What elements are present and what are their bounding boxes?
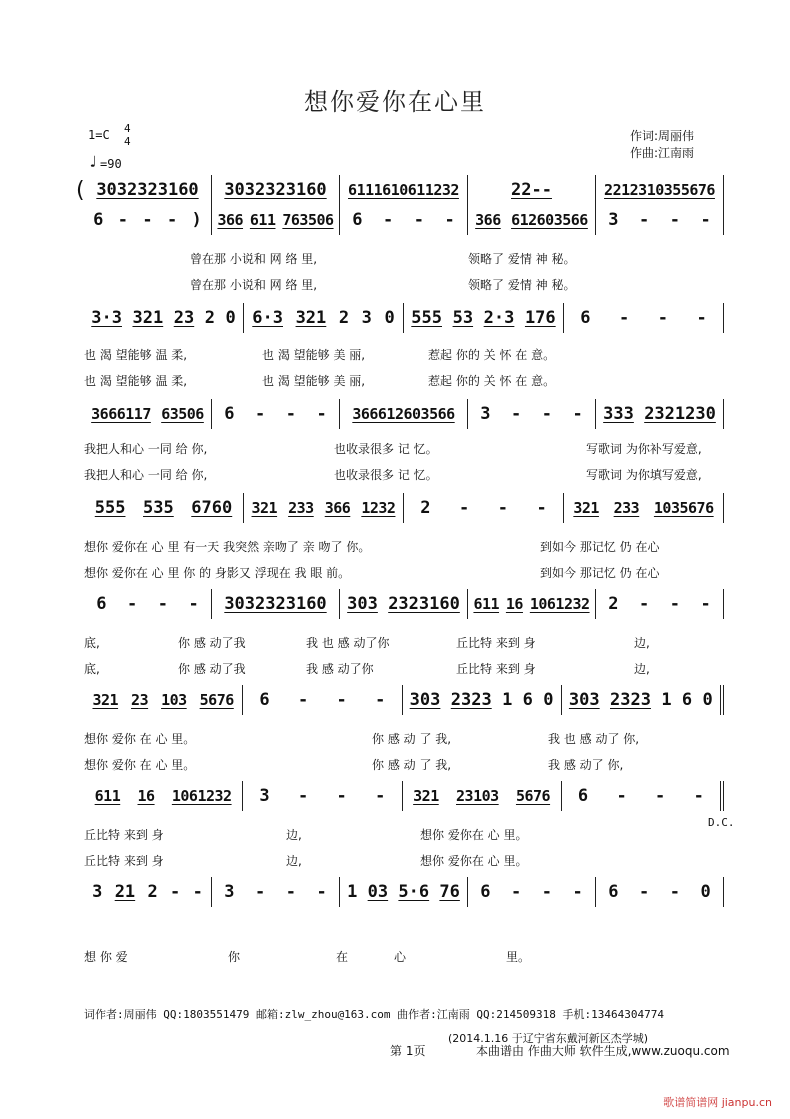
note-group: 2323160 — [388, 594, 460, 614]
composer-credit: 作曲:江南雨 — [630, 146, 695, 160]
lyric-segment: 里。 — [506, 950, 531, 964]
measure — [468, 589, 596, 619]
note-group: 3032323160 — [224, 180, 327, 200]
measure — [468, 399, 596, 429]
measure — [564, 493, 724, 523]
lyric-segment: 边, — [286, 854, 302, 868]
lyric-segment: 丘比特 来到 身 — [456, 636, 536, 650]
note-group: 321 — [132, 308, 164, 328]
measure — [212, 205, 340, 235]
note-group: 6 — [93, 210, 104, 230]
lyric-segment: 想你 爱你 在 心 里。 — [84, 758, 196, 772]
lyric-segment: 惹起 你的 关 怀 在 意。 — [428, 374, 556, 388]
note-group: 1035676 — [653, 499, 714, 517]
measure — [340, 399, 468, 429]
note-group: - — [117, 210, 129, 230]
lyric-segment: 想你 爱你 在 心 里。 — [84, 732, 196, 746]
measure — [244, 303, 404, 333]
note-group: - — [383, 210, 394, 230]
lyric-segment: 底, — [84, 662, 100, 676]
lyric-segment: 也 渴 望能够 美 丽, — [262, 348, 366, 362]
note-group: 535 — [143, 498, 174, 518]
score-system — [84, 494, 724, 522]
note-group: - — [572, 404, 583, 424]
measure — [244, 493, 404, 523]
note-group: 303 — [347, 594, 378, 614]
note-group: - — [255, 404, 266, 424]
measure — [403, 685, 562, 715]
note-group: - — [639, 594, 650, 614]
note-group: 1 — [661, 690, 672, 710]
note-group: 366 — [324, 499, 351, 517]
note-group: 333 — [603, 404, 634, 424]
note-group: 5676 — [515, 787, 551, 805]
note-group: 0 — [700, 882, 711, 902]
note-group: - — [541, 882, 552, 902]
note-group: 2212310355676 — [604, 181, 715, 199]
measure — [340, 205, 468, 235]
measure — [468, 205, 596, 235]
time-signature — [124, 122, 131, 148]
note-group: 2321230 — [644, 404, 716, 424]
note-group: 366 — [217, 211, 244, 229]
note-group: 0 — [225, 308, 236, 328]
note-group: - — [572, 882, 583, 902]
note-group: 0 — [702, 690, 713, 710]
note-group: - — [511, 404, 522, 424]
note-group: 3 — [361, 308, 372, 328]
lyric-segment: 写歌词 为你补写爱意, — [586, 442, 702, 456]
note-group: - — [166, 210, 178, 230]
note-group: 3 — [608, 210, 619, 230]
note-group: 2 — [338, 308, 350, 328]
note-group: - — [655, 786, 666, 806]
note-group: - — [255, 882, 266, 902]
note-group: - — [297, 786, 309, 806]
note-group: 2323 — [450, 690, 492, 710]
measure — [468, 175, 596, 205]
note-group: - — [700, 594, 711, 614]
note-group: 6 — [259, 690, 270, 710]
lyric-segment: 写歌词 为你填写爱意, — [586, 468, 702, 482]
note-group: 6111610611232 — [348, 181, 459, 199]
note-group: - — [192, 882, 203, 902]
lyric-segment: 你 感 动 了 我, — [372, 732, 452, 746]
lyric-segment: 想你 爱你在 心 里。 — [420, 828, 528, 842]
lyric-segment: 想 你 爱 — [84, 950, 128, 964]
note-group: 366612603566 — [352, 405, 455, 423]
note-group: 321 — [92, 691, 119, 709]
measure — [596, 589, 724, 619]
note-group: 6 — [580, 308, 591, 328]
lyric-segment: 也 渴 望能够 温 柔, — [84, 348, 188, 362]
lyric-segment: 丘比特 来到 身 — [456, 662, 536, 676]
note-group: 23103 — [456, 787, 499, 805]
key-signature: 1=C — [88, 128, 110, 142]
note-group: 6·3 — [252, 308, 283, 328]
note-group: - — [444, 210, 455, 230]
lyric-segment: 想你 爱你在 心 里 有一天 我突然 亲吻了 亲 吻了 你。 — [84, 540, 371, 554]
note-group: 1232 — [361, 499, 396, 517]
note-group: 2 — [204, 308, 215, 328]
measure — [340, 175, 468, 205]
note-group: 63506 — [161, 405, 204, 423]
note-group: 16 — [137, 787, 155, 805]
note-group: 16 — [505, 595, 523, 613]
note-group: - — [285, 882, 296, 902]
note-group: 3032323160 — [224, 594, 327, 614]
lyric-segment: 到如今 那记忆 仍 在心 — [540, 566, 660, 580]
note-group: - — [669, 882, 680, 902]
measure — [212, 175, 340, 205]
note-group: 1 — [347, 882, 358, 902]
note-group: - — [188, 594, 199, 614]
repeat-paren-icon: ( — [76, 178, 85, 203]
credits — [630, 128, 694, 162]
measure — [564, 303, 724, 333]
lyric-segment: 底, — [84, 636, 100, 650]
note-group: - — [375, 690, 386, 710]
note-group: 1061232 — [529, 595, 590, 613]
note-group: 612603566 — [511, 211, 588, 229]
note-group: 3·3 — [91, 308, 122, 328]
notes-row — [84, 400, 724, 428]
score-system — [84, 400, 724, 428]
score-system — [84, 176, 724, 204]
notes-row — [84, 590, 724, 618]
note-group: 2 — [608, 594, 619, 614]
note-group: 23 — [173, 308, 195, 328]
measure — [84, 493, 244, 523]
lyric-segment: 丘比特 来到 身 — [84, 828, 164, 842]
measure — [212, 877, 340, 907]
note-group: 6 — [608, 882, 619, 902]
lyric-segment: 曾在那 小说和 网 络 里, — [190, 252, 318, 266]
note-group: 321 — [413, 787, 439, 805]
note-group: 6 — [681, 690, 693, 710]
measure — [562, 685, 724, 715]
note-group: 611 — [94, 787, 121, 805]
note-group: 2323 — [610, 690, 651, 710]
lyric-segment: 你 感 动了我 — [178, 636, 246, 650]
note-group: - — [336, 786, 347, 806]
notes-row — [84, 878, 724, 906]
note-group: 5·6 — [398, 882, 430, 902]
note-group: 233 — [288, 499, 314, 517]
measure — [212, 399, 340, 429]
note-group: 1 — [502, 690, 513, 710]
lyric-segment: 我把人和心 一同 给 你, — [84, 468, 208, 482]
score-system — [84, 590, 724, 618]
notes-row — [84, 206, 724, 234]
measure — [84, 175, 212, 205]
note-group: 3 — [480, 404, 491, 424]
note-group: - — [297, 690, 309, 710]
note-group: 611 — [473, 595, 500, 613]
lyric-segment: 在 — [336, 950, 349, 964]
tempo-marking: =90 — [100, 157, 122, 171]
measure — [404, 493, 564, 523]
measure — [340, 877, 468, 907]
measure — [468, 877, 596, 907]
note-group: 321 — [251, 499, 278, 517]
lyric-segment: 你 — [228, 950, 241, 964]
lyric-segment: 边, — [634, 662, 650, 676]
note-group: - — [619, 308, 630, 328]
footer-date: (2014.1.16 于辽宁省东戴河新区杰学城) — [448, 1032, 649, 1045]
note-group: - — [639, 882, 650, 902]
measure — [596, 399, 724, 429]
note-group: ) — [191, 210, 202, 230]
note-group: 763506 — [282, 211, 334, 229]
note-group: 555 — [94, 498, 126, 518]
measure — [84, 685, 243, 715]
note-group: 321 — [573, 499, 599, 517]
measure — [340, 589, 468, 619]
note-group: - — [497, 498, 508, 518]
note-group: 303 — [409, 690, 441, 710]
note-group: 6760 — [191, 498, 233, 518]
measure — [243, 781, 402, 811]
lyric-segment: 丘比特 来到 身 — [84, 854, 164, 868]
note-group: 53 — [452, 308, 474, 328]
lyric-segment: 也 渴 望能够 美 丽, — [262, 374, 366, 388]
lyricist-credit: 作词:周丽伟 — [630, 129, 695, 143]
measure — [84, 781, 243, 811]
measure — [84, 399, 212, 429]
score-system — [84, 206, 724, 234]
measure — [403, 781, 562, 811]
note-group: 6 — [522, 690, 533, 710]
note-group: - — [669, 210, 680, 230]
lyric-segment: 你 感 动了我 — [178, 662, 246, 676]
lyric-segment: 想你 爱你在 心 里。 — [420, 854, 528, 868]
note-group: 555 — [411, 308, 442, 328]
song-title: 想你爱你在心里 — [304, 88, 486, 116]
note-group: - — [413, 210, 424, 230]
lyric-segment: 我 也 感 动了你 — [306, 636, 390, 650]
lyric-segment: 边, — [634, 636, 650, 650]
note-group: 6 — [577, 786, 589, 806]
lyric-segment: 心 — [394, 950, 407, 964]
note-group: - — [657, 308, 668, 328]
note-group: - — [669, 594, 680, 614]
note-group: - — [336, 690, 347, 710]
note-group: - — [696, 308, 707, 328]
quarter-note-icon: ♩ — [88, 152, 98, 171]
note-group: - — [127, 594, 138, 614]
time-sig-top: 4 — [124, 122, 131, 135]
dc-marking: D.C. — [708, 816, 735, 829]
lyric-segment: 也收录很多 记 忆。 — [334, 468, 438, 482]
note-group: 321 — [295, 308, 327, 328]
measure — [243, 685, 402, 715]
lyric-segment: 惹起 你的 关 怀 在 意。 — [428, 348, 556, 362]
note-group: 2 — [147, 882, 158, 902]
note-group: 21 — [114, 882, 136, 902]
note-group: 3 — [259, 786, 270, 806]
generator-note: 本曲谱由 作曲大师 软件生成,www.zuoqu.com — [476, 1044, 730, 1058]
lyric-segment: 我 感 动了你 — [306, 662, 374, 676]
lyric-segment: 领略了 爱情 神 秘。 — [468, 278, 576, 292]
note-group: 2 — [420, 498, 431, 518]
notes-row — [84, 686, 724, 714]
note-group: - — [170, 882, 181, 902]
note-group: - — [316, 404, 327, 424]
note-group: 3 — [224, 882, 235, 902]
lyric-segment: 也收录很多 记 忆。 — [334, 442, 438, 456]
note-group: - — [536, 498, 547, 518]
note-group: 3 — [92, 882, 103, 902]
note-group: - — [639, 210, 650, 230]
note-group: 611 — [249, 211, 276, 229]
measure — [562, 781, 724, 811]
score-system — [84, 878, 724, 906]
note-group: 5676 — [199, 691, 234, 709]
note-group: 23 — [131, 691, 149, 709]
note-group: - — [511, 882, 522, 902]
note-group: 0 — [543, 690, 554, 710]
time-sig-bottom: 4 — [124, 135, 131, 148]
note-group: 3666117 — [91, 405, 151, 423]
note-group: 6 — [224, 404, 235, 424]
note-group: 366 — [475, 211, 501, 229]
lyric-segment: 我 感 动了 你, — [548, 758, 624, 772]
note-group: - — [693, 786, 704, 806]
watermark: 歌谱简谱网 jianpu.cn — [663, 1096, 772, 1109]
note-group: - — [541, 404, 552, 424]
note-group: 103 — [161, 691, 187, 709]
lyric-segment: 边, — [286, 828, 302, 842]
lyric-segment: 到如今 那记忆 仍 在心 — [540, 540, 660, 554]
notes-row — [84, 494, 724, 522]
note-group: 1061232 — [171, 787, 232, 805]
page-number: 第 1页 — [390, 1044, 426, 1058]
lyric-segment: 我 也 感 动了 你, — [548, 732, 640, 746]
measure — [84, 303, 244, 333]
score-system — [84, 782, 724, 810]
lyric-segment: 我把人和心 一同 给 你, — [84, 442, 208, 456]
note-group: 22-- — [511, 180, 552, 200]
note-group: - — [142, 210, 153, 230]
lyric-segment: 曾在那 小说和 网 络 里, — [190, 278, 318, 292]
note-group: 76 — [439, 882, 460, 902]
lyric-segment: 你 感 动 了 我, — [372, 758, 452, 772]
note-group: - — [316, 882, 327, 902]
measure — [84, 877, 212, 907]
note-group: 233 — [613, 499, 640, 517]
footer-contact: 词作者:周丽伟 QQ:1803551479 邮箱:zlw_zhou@163.com 曲作者:江南雨 QQ:214509318 手机:13464304774 — [84, 1008, 664, 1021]
measure — [212, 589, 340, 619]
note-group: - — [700, 210, 711, 230]
note-group: 6 — [96, 594, 107, 614]
note-group: - — [157, 594, 168, 614]
measure — [84, 205, 212, 235]
score-system — [84, 304, 724, 332]
notes-row — [84, 176, 724, 204]
measure — [404, 303, 564, 333]
measure — [596, 205, 724, 235]
notes-row — [84, 782, 724, 810]
lyric-segment: 领略了 爱情 神 秘。 — [468, 252, 576, 266]
measure — [596, 175, 724, 205]
lyric-segment: 也 渴 望能够 温 柔, — [84, 374, 188, 388]
note-group: 03 — [367, 882, 389, 902]
note-group: - — [375, 786, 386, 806]
note-group: - — [285, 404, 296, 424]
lyric-segment: 想你 爱你在 心 里 你 的 身影又 浮现在 我 眼 前。 — [84, 566, 351, 580]
note-group: 6 — [480, 882, 491, 902]
notes-row — [84, 304, 724, 332]
note-group: 2·3 — [483, 308, 515, 328]
measure — [84, 589, 212, 619]
note-group: 6 — [352, 210, 363, 230]
note-group: 176 — [524, 308, 556, 328]
note-group: - — [459, 498, 470, 518]
measure — [596, 877, 724, 907]
note-group: - — [616, 786, 627, 806]
note-group: 303 — [568, 690, 600, 710]
note-group: 3032323160 — [96, 180, 199, 200]
score-system — [84, 686, 724, 714]
note-group: 0 — [384, 308, 395, 328]
